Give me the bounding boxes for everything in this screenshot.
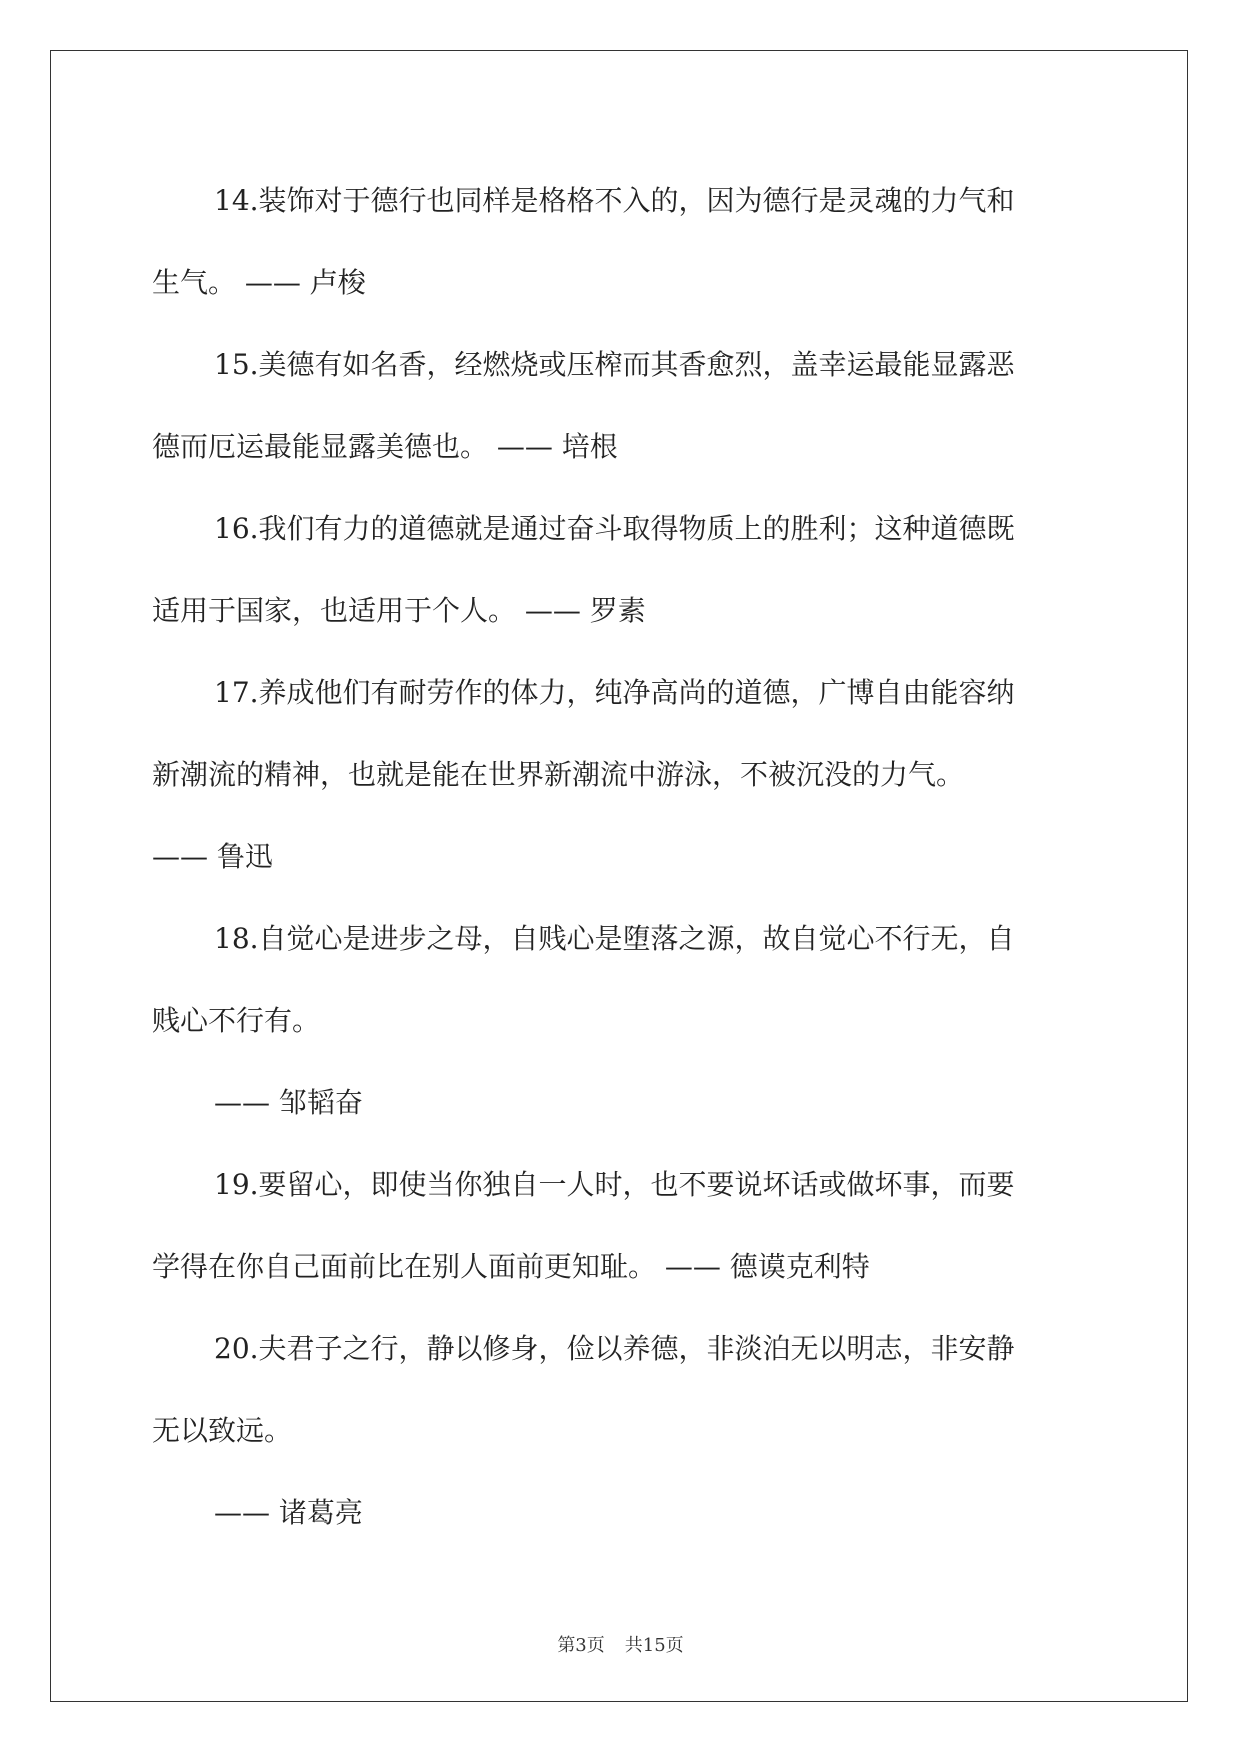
text-line-12: —— 邹韬奋 — [214, 1086, 363, 1119]
text-line-2: 生气。 —— 卢梭 — [152, 266, 366, 299]
text-line-16: 无以致远。 — [152, 1414, 293, 1447]
text-line-6: 适用于国家，也适用于个人。 —— 罗素 — [152, 594, 646, 627]
text-line-7: 17.养成他们有耐劳作的体力，纯净高尚的道德，广博自由能容纳 — [214, 676, 1015, 709]
text-line-13: 19.要留心，即使当你独自一人时，也不要说坏话或做坏事，而要 — [214, 1168, 1015, 1201]
text-line-14: 学得在你自己面前比在别人面前更知耻。 —— 德谟克利特 — [152, 1250, 870, 1283]
text-line-15: 20.夫君子之行，静以修身，俭以养德，非淡泊无以明志，非安静 — [214, 1332, 1015, 1365]
text-line-4: 德而厄运最能显露美德也。 —— 培根 — [152, 430, 618, 463]
text-line-10: 18.自觉心是进步之母，自贱心是堕落之源，故自觉心不行无，自 — [214, 922, 1015, 955]
text-line-11: 贱心不行有。 — [152, 1004, 321, 1037]
text-line-1: 14.装饰对于德行也同样是格格不入的，因为德行是灵魂的力气和 — [214, 184, 1015, 217]
page-footer — [0, 1634, 1241, 1658]
page-total: 共15页 — [624, 1635, 684, 1656]
text-line-3: 15.美德有如名香，经燃烧或压榨而其香愈烈，盖幸运最能显露恶 — [214, 348, 1015, 381]
text-line-17: —— 诸葛亮 — [214, 1496, 363, 1529]
document-body — [152, 160, 1088, 1554]
text-line-5: 16.我们有力的道德就是通过奋斗取得物质上的胜利；这种道德既 — [214, 512, 1015, 545]
text-line-9: —— 鲁迅 — [152, 840, 273, 873]
page-number: 第3页 — [557, 1635, 605, 1656]
text-line-8: 新潮流的精神，也就是能在世界新潮流中游泳，不被沉没的力气。 — [152, 758, 965, 791]
